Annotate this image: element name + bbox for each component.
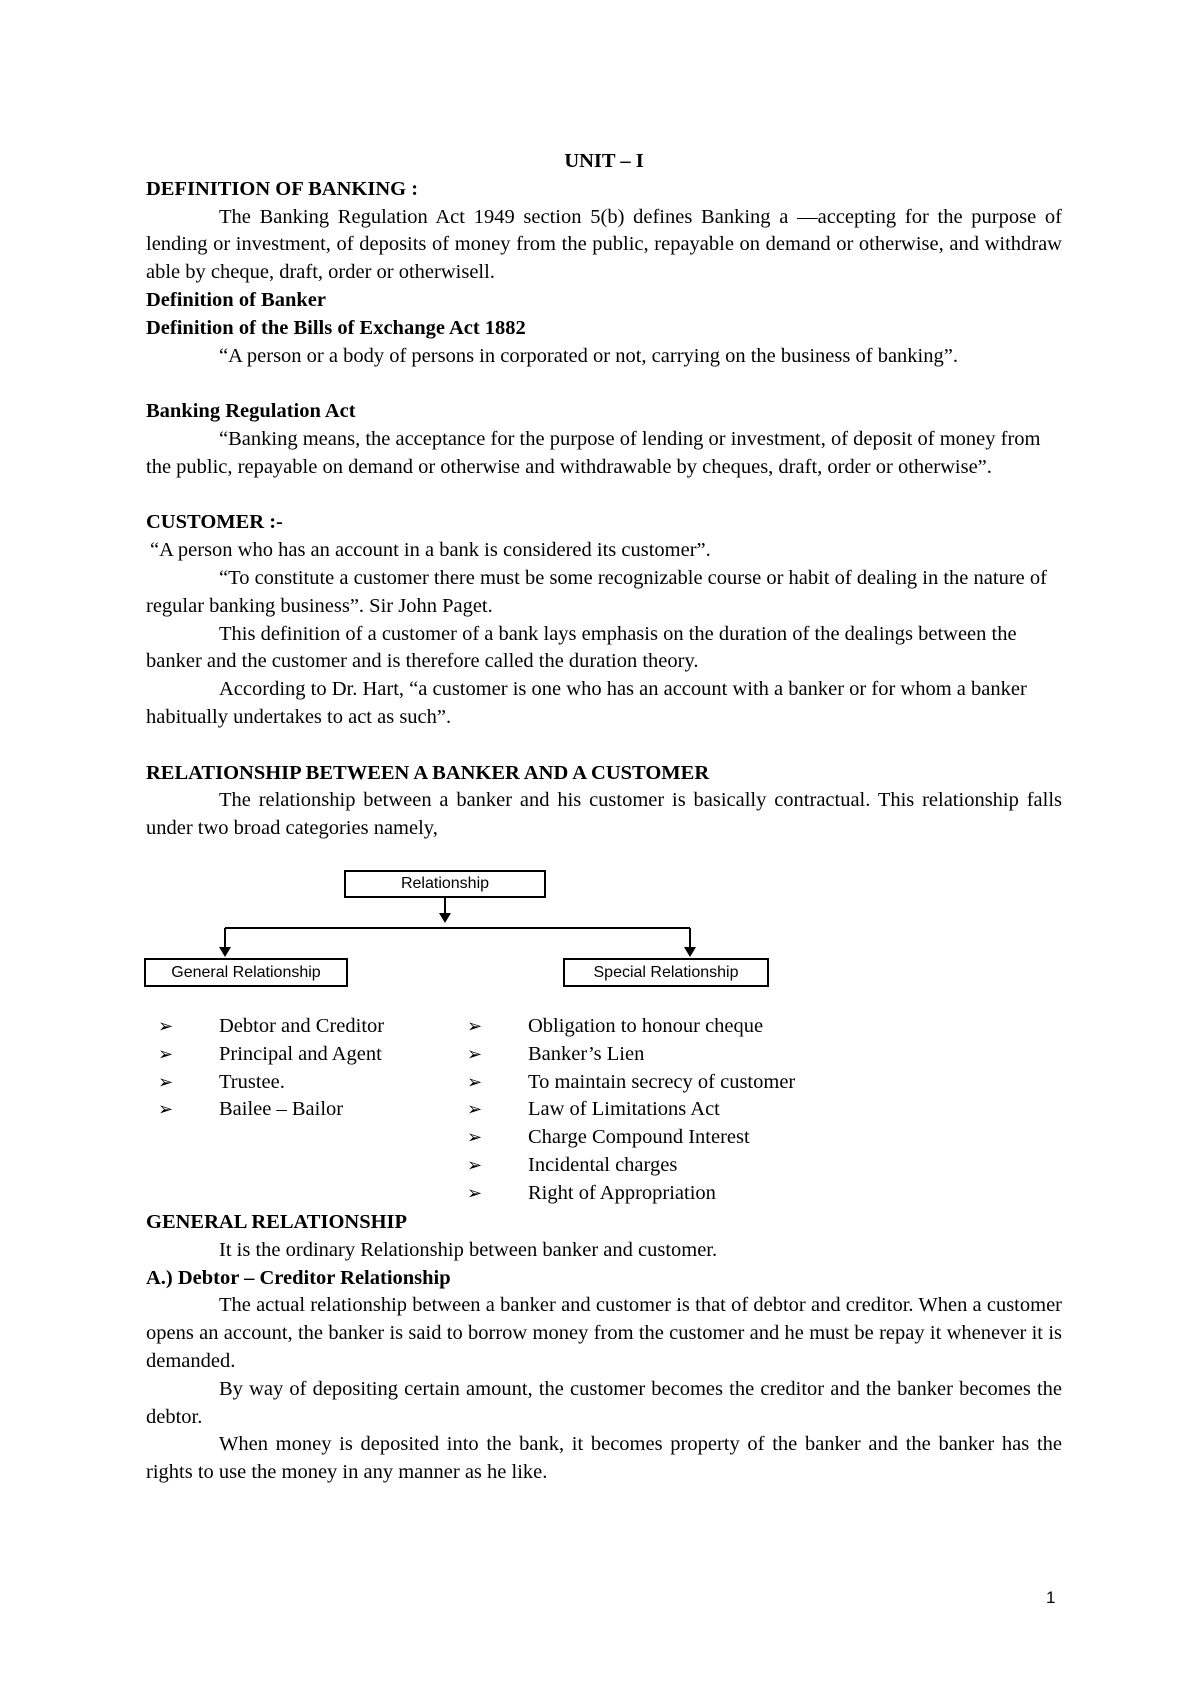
- general-relationship-list: [146, 1013, 384, 1124]
- debtor-creditor-paragraph-2: By way of depositing certain amount, the customer becomes the creditor and the banker becomes the debtor.: [146, 1377, 1062, 1428]
- list-item: ➢ Debtor and Creditor: [146, 1013, 384, 1041]
- customer-quote-1: “A person who has an account in a bank is considered its customer”.: [150, 539, 711, 562]
- spacer: [146, 482, 1062, 510]
- list-item: ➢ Trustee.: [146, 1069, 384, 1097]
- diagram-connectors: [146, 851, 1062, 1011]
- special-relationship-label: Special Relationship: [593, 963, 739, 981]
- unit-title: UNIT – I: [564, 150, 644, 172]
- relationship-paragraph: The relationship between a banker and his customer is basically contractual. This relationship falls under two broad categories namely,: [146, 789, 1062, 840]
- dr-hart-paragraph: According to Dr. Hart, “a customer is one who has an account with a banker or for whom a banker habitually undertakes to act as such”.: [146, 678, 1027, 728]
- definition-of-banking-paragraph: The Banking Regulation Act 1949 section 5(b) defines Banking a ―accepting for the purpose of lending or investment, of deposits of money from the public, repayable on demand or otherwise, and withdraw able by cheque, draft, order or otherwisell.: [146, 205, 1062, 284]
- debtor-creditor-paragraph-3: When money is deposited into the bank, it becomes property of the banker and the banker has the rights to use the money in any manner as he like.: [146, 1433, 1062, 1484]
- arrow-down-icon: [219, 947, 231, 957]
- arrow-down-icon: [684, 947, 696, 957]
- banking-regulation-act-heading: Banking Regulation Act: [146, 400, 356, 423]
- list-item: ➢ Incidental charges: [455, 1152, 795, 1180]
- customer-heading: CUSTOMER :-: [146, 511, 283, 534]
- bills-of-exchange-paragraph: “A person or a body of persons in corporated or not, carrying on the business of banking”.: [219, 344, 958, 367]
- relationship-diagram: [146, 851, 1062, 1011]
- duration-theory-paragraph: This definition of a customer of a bank lays emphasis on the duration of the dealings between the banker and the customer and is therefore called the duration theory.: [146, 622, 1017, 673]
- general-relationship-box: [144, 958, 348, 987]
- definition-of-banking-heading: DEFINITION OF BANKING :: [146, 177, 419, 200]
- page-number: 1: [1046, 1588, 1056, 1607]
- list-item: ➢ To maintain secrecy of customer: [455, 1069, 795, 1097]
- spacer: [146, 370, 1062, 398]
- definition-of-banker-heading: Definition of Banker: [146, 288, 326, 311]
- customer-quote-2: “To constitute a customer there must be some recognizable course or habit of dealing in the nature of regular banking business”. Sir John Paget.: [146, 566, 1047, 617]
- list-item: ➢ Charge Compound Interest: [455, 1124, 795, 1152]
- general-relationship-heading: GENERAL RELATIONSHIP: [146, 1210, 408, 1233]
- page-content: [146, 148, 1062, 1487]
- special-relationship-list: [455, 1013, 795, 1208]
- debtor-creditor-paragraph-1: The actual relationship between a banker and customer is that of debtor and creditor. When a customer opens an account, the banker is said to borrow money from the customer and he must be repay it whenever it is demanded.: [146, 1294, 1062, 1372]
- special-relationship-box: [563, 958, 769, 987]
- relationship-lists: [146, 1013, 1062, 1209]
- spacer: [146, 732, 1062, 760]
- general-relationship-paragraph: It is the ordinary Relationship between banker and customer.: [219, 1238, 718, 1261]
- banking-regulation-act-paragraph: “Banking means, the acceptance for the purpose of lending or investment, of deposit of money from the public, repayable on demand or otherwise and withdrawable by cheques, draft, order or otherwise”.: [146, 427, 1041, 478]
- relationship-root-label: Relationship: [400, 875, 490, 893]
- general-relationship-label: General Relationship: [171, 963, 321, 981]
- list-item: ➢ Right of Appropriation: [455, 1180, 795, 1208]
- debtor-creditor-heading: A.) Debtor – Creditor Relationship: [146, 1266, 451, 1289]
- bills-of-exchange-heading: Definition of the Bills of Exchange Act 1882: [146, 316, 526, 339]
- relationship-heading: RELATIONSHIP BETWEEN A BANKER AND A CUSTOMER: [146, 761, 710, 784]
- list-item: ➢ Banker’s Lien: [455, 1041, 795, 1069]
- list-item: ➢ Bailee – Bailor: [146, 1096, 384, 1124]
- relationship-root-box: [344, 870, 546, 898]
- list-item: ➢ Law of Limitations Act: [455, 1096, 795, 1124]
- list-item: ➢ Obligation to honour cheque: [455, 1013, 795, 1041]
- list-item: ➢ Principal and Agent: [146, 1041, 384, 1069]
- arrow-down-icon: [439, 913, 451, 923]
